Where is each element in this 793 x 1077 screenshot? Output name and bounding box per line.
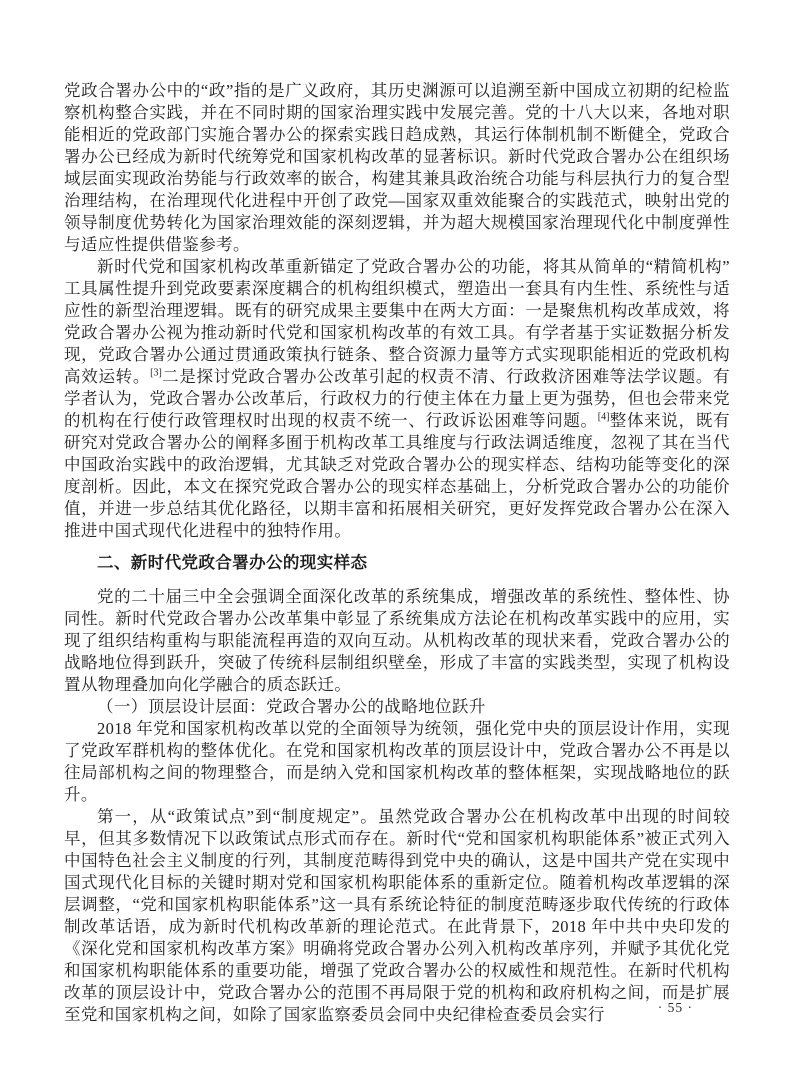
- paragraph: 第一，从“政策试点”到“制度规定”。虽然党政合署办公在机构改革中出现的时间较早，但其多数情况下以政策试点形式而存在。新时代“党和国家机构职能体系”被正式列入中国特色社会主义制度的行列，其制度范畴得到党中央的确认，这是中国共产党在实现中国式现代化目标的关键时期对党和国家机构职能体系的重新定位。随着机构改革逻辑的深层调整，“党和国家机构职能体系”这一具有系统论特征的制度范畴逐步取代传统的行政体制改革话语，成为新时代机构改革新的理论范式。在此背景下，2018 年中共中央印发的《深化党和国家机构改革方案》明确将党政合署办公列入机构改革序列，并赋予其优化党和国家机构职能体系的重要功能，增强了党政合署办公的权威性和规范性。在新时代机构改革的顶层设计中，党政合署办公的范围不再局限于党的机构和政府机构之间，而是扩展至党和国家机构之间，如除了国家监察委员会同中央纪律检查委员会实行: [64, 807, 730, 1024]
- subsection-heading: （一）顶层设计层面：党政合署办公的战略地位跃升: [97, 697, 486, 716]
- paragraph: 2018 年党和国家机构改革以党的全面领导为统领，强化党中央的顶层设计作用，实现了党政军群机构的整体优化。在党和国家机构改革的顶层设计中，党政合署办公不再是以往局部机构之间的物理整合，而是纳入党和国家机构改革的整体框架，实现战略地位的跃升。: [64, 719, 730, 804]
- footnote-ref: [3]: [150, 367, 162, 379]
- paragraph: 新时代党和国家机构改革重新锚定了党政合署办公的功能，将其从简单的“精简机构”工具属性提升到党政要素深度耦合的机构组织模式，塑造出一套具有内生性、系统性与适应性的新型治理逻辑。既有的研究成果主要集中在两大方面：一是聚焦机构改革成效，将党政合署办公视为推动新时代党和国家机构改革的有效工具。有学者基于实证数据分析发现，党政合署办公通过贯通政策执行链条、整合资源力量等方式实现职能相近的党政机构高效运转。[3]二是探讨党政合署办公改革引起的权责不清、行政救济困难等法学议题。有学者认为，党政合署办公改革后，行政权力的行使主体在力量上更为强势，但也会带来党的机构在行使行政管理权时出现的权责不统一、行政诉讼困难等问题。[4]整体来说，既有研究对党政合署办公的阐释多囿于机构改革工具维度与行政法调适维度，忽视了其在当代中国政治实践中的政治逻辑，尤其缺乏对党政合署办公的现实样态、结构功能等变化的深度剖析。因此，本文在探究党政合署办公的现实样态基础上，分析党政合署办公的功能价值，并进一步总结其优化路径，以期丰富和拓展相关研究，更好发挥党政合署办公在深入推进中国式现代化进程中的独特作用。: [64, 257, 731, 540]
- page-number: · 55 ·: [657, 1000, 693, 1015]
- article-body: [64, 80, 730, 1026]
- paragraph: 党政合署办公中的“政”指的是广义政府，其历史渊源可以追溯至新中国成立初期的纪检监察机构整合实践，并在不同时期的国家治理实践中发展完善。党的十八大以来，各地对职能相近的党政部门实施合署办公的探索实践日趋成熟，其运行体制机制不断健全，党政合署办公已经成为新时代统筹党和国家机构改革的显著标识。新时代党政合署办公在组织场域层面实现政治势能与行政效率的嵌合，构建其兼具政治统合功能与科层执行力的复合型治理结构，在治理现代化进程中开创了政党—国家双重效能聚合的实践范式，映射出党的领导制度优势转化为国家治理效能的深刻逻辑，并为超大规模国家治理现代化中制度弹性与适应性提供借鉴参考。: [64, 81, 730, 254]
- section-heading: 二、新时代党政合署办公的现实样态: [97, 553, 368, 572]
- paragraph: 党的二十届三中全会强调全面深化改革的系统集成，增强改革的系统性、整体性、协同性。新时代党政合署办公改革集中彰显了系统集成方法论在机构改革实践中的应用，实现了组织结构重构与职能流程再造的双向互动。从机构改革的现状来看，党政合署办公的战略地位得到跃升，突破了传统科层制组织壁垒，形成了丰富的实践类型，实现了机构设置从物理叠加向化学融合的质态跃迁。: [64, 587, 730, 694]
- footnote-ref: [4]: [597, 411, 610, 423]
